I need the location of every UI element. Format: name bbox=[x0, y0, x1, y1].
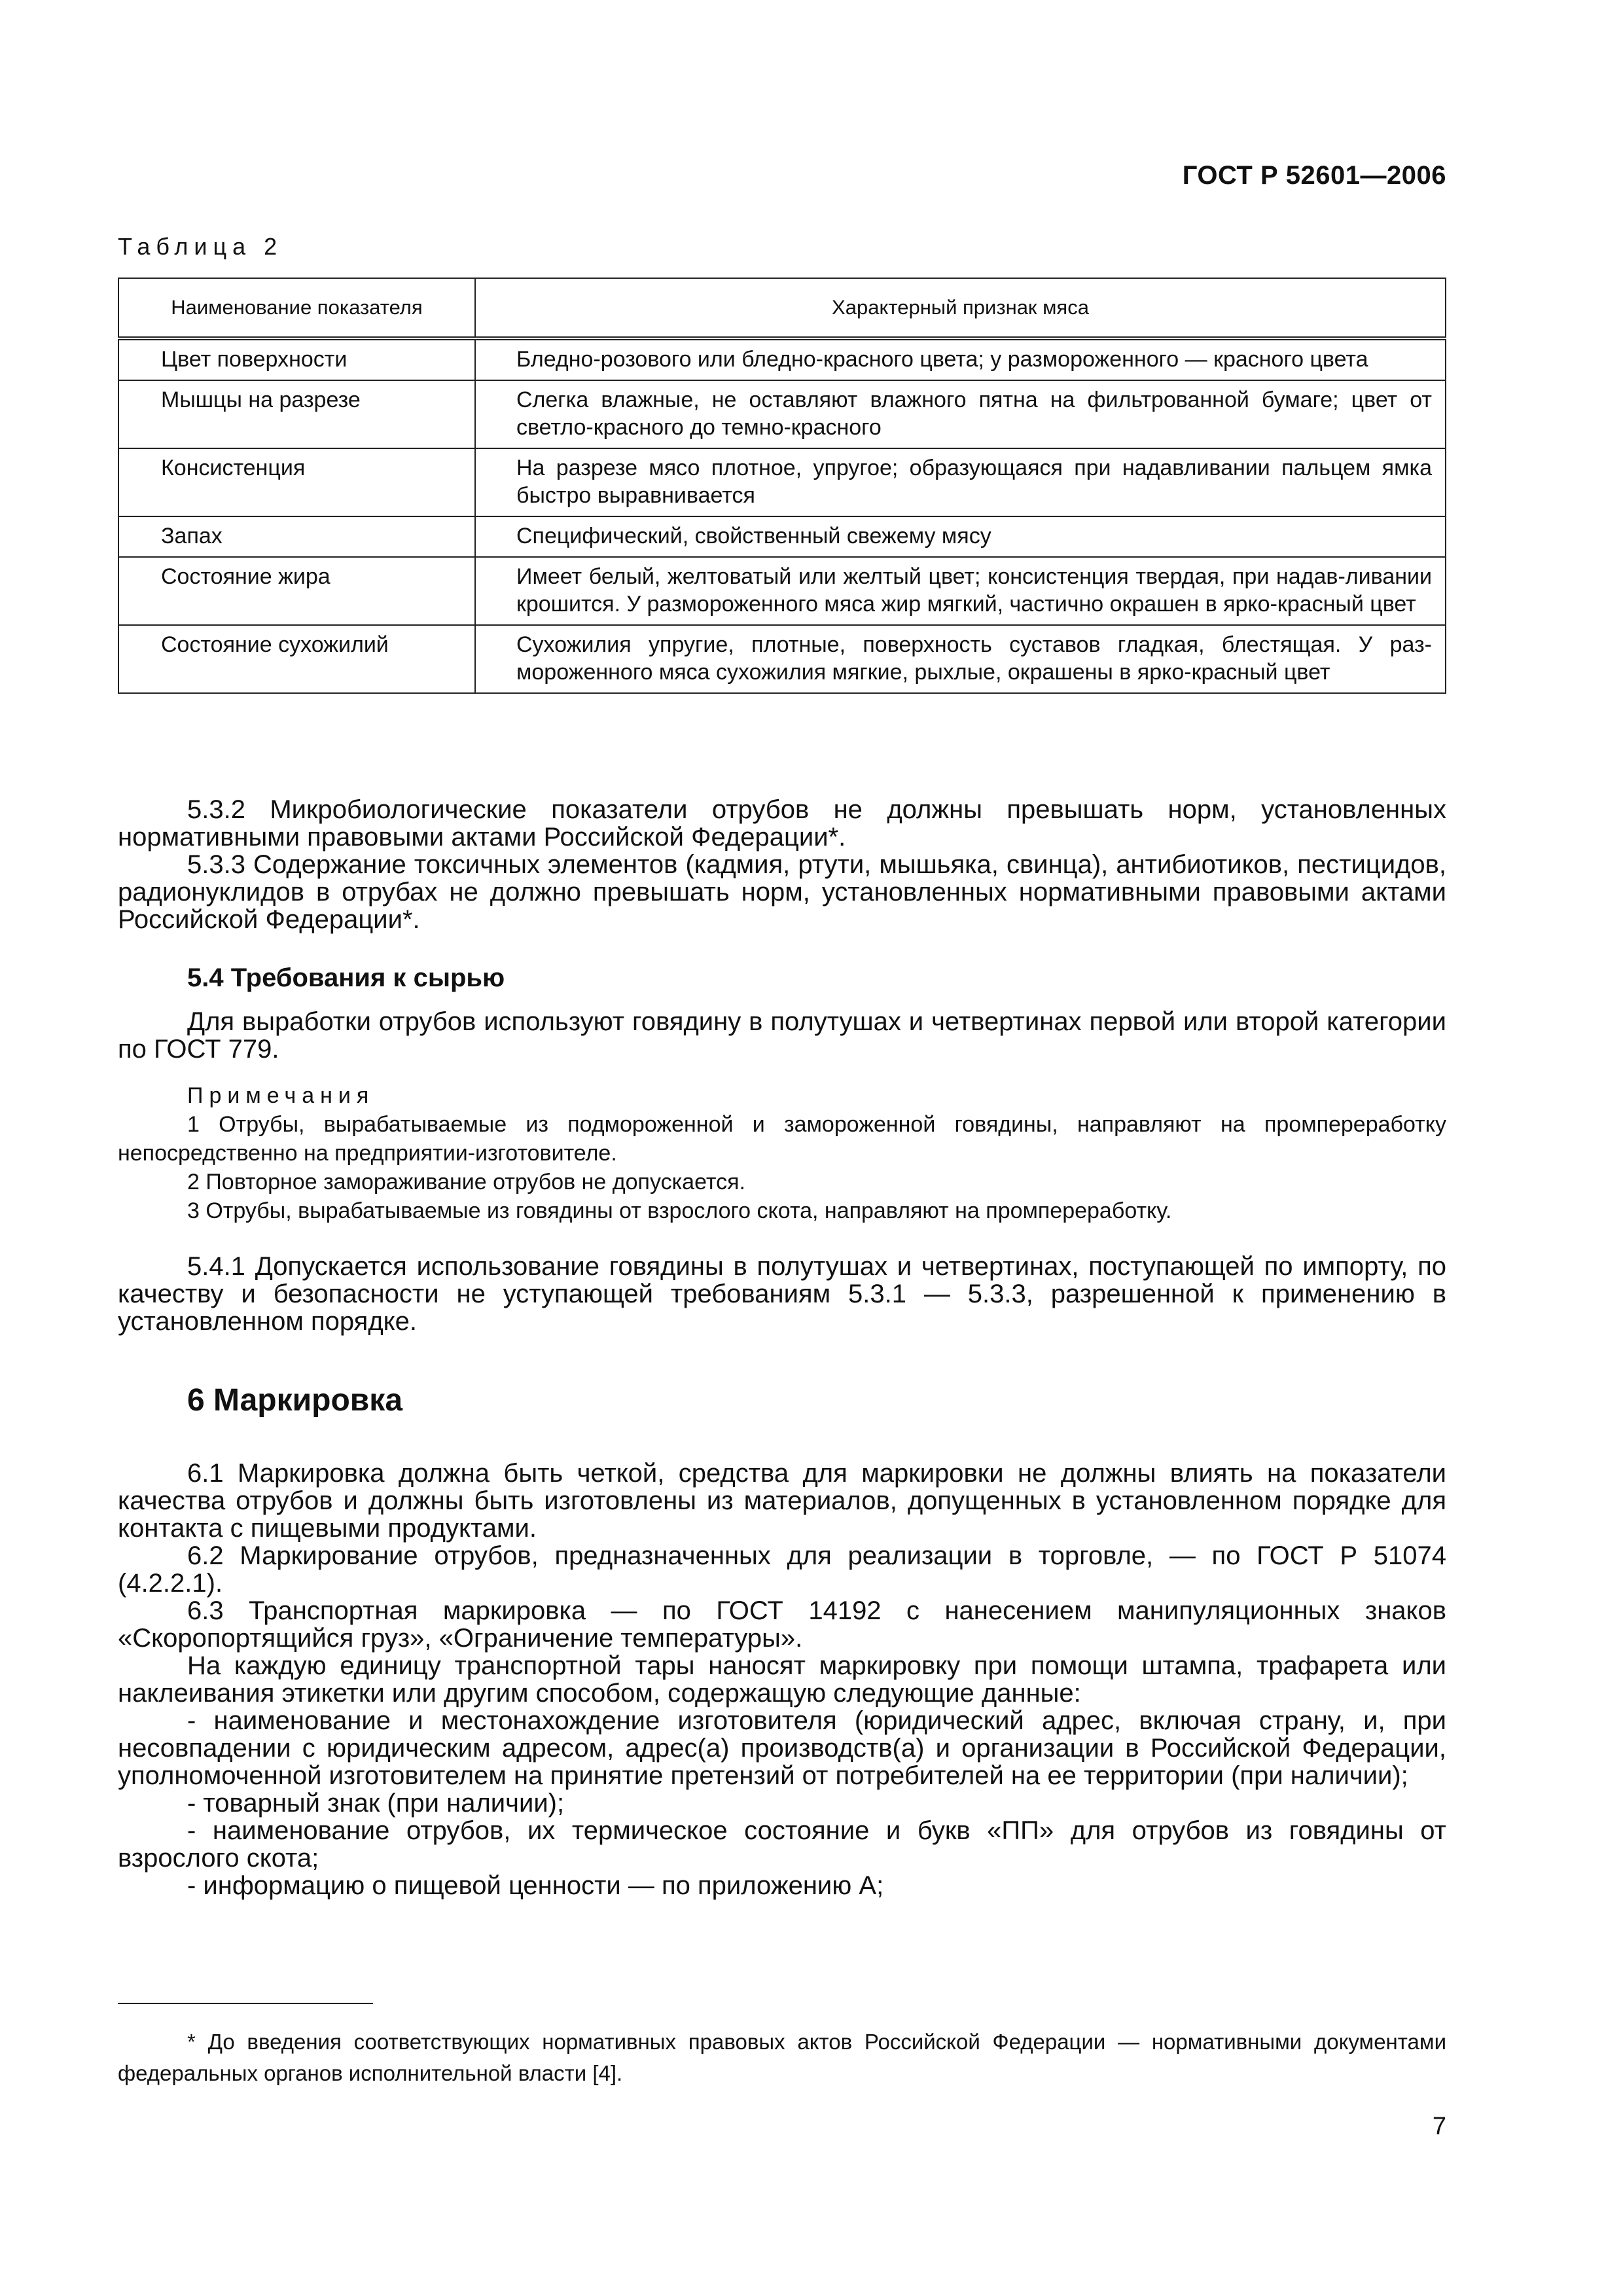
clause-6-2: 6.2 Маркирование отрубов, предназначенных для реализации в торговле, — по ГОСТ Р 51074 (4.2.2.1). bbox=[118, 1541, 1446, 1598]
table-header-row bbox=[118, 278, 1446, 338]
row-value-text: Бледно-розового или бледно-красного цвета; у размороженного — красного цвета bbox=[516, 347, 1368, 372]
clause-5-4-1: 5.4.1 Допускается использование говядины в полутушах и четвертинах, поступающей по импорту, по качеству и безопасности не уступающей требованиям 5.3.1 — 5.3.3, разрешенной к применению в установленном порядке. bbox=[118, 1252, 1446, 1336]
meat-characteristics-table bbox=[118, 278, 1446, 694]
marking-intro: На каждую единицу транспортной тары наносят маркировку при помощи штампа, трафарета или наклеивания этикетки или другим способом, содержащую следующие данные: bbox=[118, 1651, 1446, 1708]
section-6-body bbox=[118, 1460, 1446, 1899]
page-number: 7 bbox=[1432, 2113, 1446, 2140]
note-item: 1 Отрубы, вырабатываемые из подмороженной и замороженной говядины, направляют на промпереработку непосредственно на предприятии-изготовителе. bbox=[118, 1112, 1446, 1166]
note-item: 2 Повторное замораживание отрубов не допускается. bbox=[187, 1170, 745, 1194]
footnote bbox=[118, 2026, 1446, 2089]
row-value bbox=[475, 557, 1446, 625]
marking-item: - информацию о пищевой ценности — по приложению А; bbox=[187, 1871, 884, 1900]
row-value bbox=[475, 516, 1446, 557]
notes-block bbox=[118, 1081, 1446, 1225]
row-value bbox=[475, 625, 1446, 693]
clause-5-3-2: 5.3.2 Микробиологические показатели отрубов не должны превышать норм, установленных нормативными правовыми актами Российской Федерации*. bbox=[118, 795, 1446, 852]
row-value-text: Специфический, свойственный свежему мясу bbox=[516, 524, 991, 548]
row-value bbox=[475, 448, 1446, 516]
row-name: Состояние жира bbox=[118, 557, 475, 625]
marking-item: - наименование отрубов, их термическое состояние и букв «ПП» для отрубов из говядины от взрослого скота; bbox=[118, 1816, 1446, 1873]
table-row bbox=[118, 557, 1446, 625]
clause-6-3: 6.3 Транспортная маркировка — по ГОСТ 14192 с нанесением манипуляционных знаков «Скоропортящийся груз», «Ограничение температуры». bbox=[118, 1596, 1446, 1653]
row-name: Запах bbox=[118, 516, 475, 557]
table-row bbox=[118, 448, 1446, 516]
row-value bbox=[475, 380, 1446, 448]
column-header-indicator: Наименование показателя bbox=[118, 278, 475, 338]
section-5-4-body bbox=[118, 1008, 1446, 1063]
standard-designation: ГОСТ Р 52601—2006 bbox=[1182, 161, 1446, 190]
table-row bbox=[118, 338, 1446, 380]
row-name: Мышцы на разрезе bbox=[118, 380, 475, 448]
clause-5-3-3: 5.3.3 Содержание токсичных элементов (кадмия, ртути, мышьяка, свинца), антибиотиков, пестицидов, радионуклидов в отрубах не должно превышать норм, установленных нормативными правовыми актами Российской Федерации*. bbox=[118, 850, 1446, 934]
table-row bbox=[118, 625, 1446, 693]
note-item: 3 Отрубы, вырабатываемые из говядины от взрослого скота, направляют на промпереработку. bbox=[187, 1198, 1172, 1223]
row-value-text: На разрезе мясо плотное, упругое; образующаяся при надавливании пальцем ямка быстро выравнивается bbox=[516, 456, 1432, 508]
footnote-divider bbox=[118, 2003, 373, 2004]
section-5-4-title: 5.4 Требования к сырью bbox=[187, 963, 505, 992]
table-row bbox=[118, 380, 1446, 448]
row-value-text: Имеет белый, желтоватый или желтый цвет; консистенция твердая, при надав-ливании крошится. У размороженного мяса жир мягкий, частично окрашен в ярко-красный цвет bbox=[516, 564, 1432, 617]
row-name: Консистенция bbox=[118, 448, 475, 516]
table-row bbox=[118, 516, 1446, 557]
row-name: Цвет поверхности bbox=[118, 338, 475, 380]
row-name: Состояние сухожилий bbox=[118, 625, 475, 693]
clause-6-1: 6.1 Маркировка должна быть четкой, средства для маркировки не должны влиять на показатели качества отрубов и должны быть изготовлены из материалов, допущенных в установленном порядке для контакта с пищевыми продуктами. bbox=[118, 1459, 1446, 1543]
notes-title: Примечания bbox=[187, 1083, 375, 1108]
row-value bbox=[475, 338, 1446, 380]
table-caption: Таблица 2 bbox=[118, 233, 283, 260]
column-header-characteristic: Характерный признак мяса bbox=[475, 278, 1446, 338]
marking-item: - наименование и местонахождение изготовителя (юридический адрес, включая страну, и, при несовпадении с юридическим адресом, адрес(а) производств(а) и организации в Российской Федерации, уполномоченной изготовителем на принятие претензий от потребителей на ее территории (при наличии); bbox=[118, 1706, 1446, 1790]
row-value-text: Слегка влажные, не оставляют влажного пятна на фильтрованной бумаге; цвет от светло-красного до темно-красного bbox=[516, 387, 1432, 440]
section-6-title: 6 Маркировка bbox=[187, 1383, 403, 1418]
clauses-5-3 bbox=[118, 796, 1446, 933]
clause-5-4-1-block bbox=[118, 1253, 1446, 1335]
footnote-text: * До введения соответствующих нормативных правовых актов Российской Федерации — нормативными документами федеральных органов исполнительной власти [4]. bbox=[118, 2030, 1446, 2085]
row-value-text: Сухожилия упругие, плотные, поверхность суставов гладкая, блестящая. У раз-мороженного мяса сухожилия мягкие, рыхлые, окрашены в ярко-красный цвет bbox=[516, 632, 1432, 685]
marking-item: - товарный знак (при наличии); bbox=[187, 1789, 565, 1818]
section-5-4-text: Для выработки отрубов используют говядину в полутушах и четвертинах первой или второй категории по ГОСТ 779. bbox=[118, 1007, 1446, 1064]
